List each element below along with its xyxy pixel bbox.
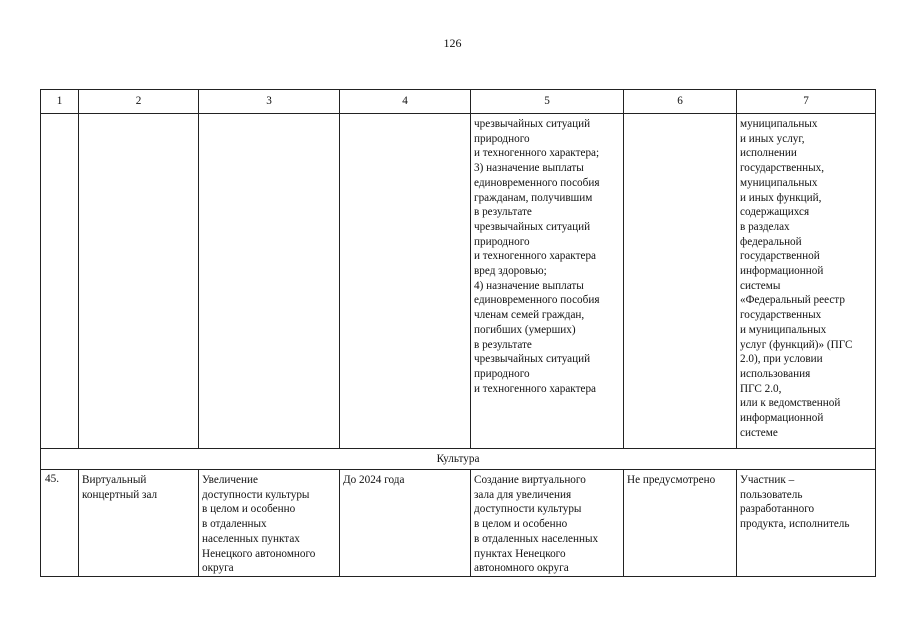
table-cell	[624, 114, 737, 449]
section-row	[41, 449, 876, 470]
column-header: 5	[471, 90, 624, 114]
measures-table	[40, 89, 876, 577]
measure-description: Создание виртуального зала для увеличения доступности культуры в целом и особенно в отдаленных населенных пунктах Ненецкого автономного округа	[474, 474, 599, 575]
table-cell	[340, 114, 471, 449]
measure-name: Виртуальный концертный зал	[82, 474, 158, 501]
table-cell	[79, 470, 199, 577]
table-cell	[199, 114, 340, 449]
table-cell	[471, 470, 624, 577]
table-cell	[41, 114, 79, 449]
measure-goal: Увеличение доступности культуры в целом и особенно в отдаленных населенных пунктах Ненецкого автономного округа	[202, 474, 316, 575]
measure-participant: Участник – пользователь разработанного продукта, исполнитель	[740, 474, 850, 531]
row-number: 45.	[41, 470, 79, 577]
table-row-continuation	[41, 114, 876, 449]
column-header: 6	[624, 90, 737, 114]
column-header: 3	[199, 90, 340, 114]
column-header: 2	[79, 90, 199, 114]
table-cell	[737, 470, 876, 577]
column-header: 7	[737, 90, 876, 114]
table-cell	[471, 114, 624, 449]
page-number: 126	[443, 36, 462, 50]
measure-deadline: До 2024 года	[343, 474, 405, 486]
cell-text-col7: муниципальных и иных услуг, исполнении государственных, муниципальных и иных функций, содержащихся в разделах федеральной государственной информационной системы «Федеральный реестр государственных и муниципальных услуг (функций)» (ПГС 2.0), при условии использования ПГС 2.0, или к ведомственной информационной системе	[740, 118, 853, 439]
table-cell	[199, 470, 340, 577]
column-header: 1	[41, 90, 79, 114]
section-title: Культура	[41, 449, 876, 470]
table-cell	[624, 470, 737, 577]
table-row	[41, 470, 876, 577]
table-cell	[79, 114, 199, 449]
table-header-row	[41, 90, 876, 114]
table-cell	[340, 470, 471, 577]
measure-col6: Не предусмотрено	[627, 474, 716, 486]
table-cell	[737, 114, 876, 449]
cell-text-col5: чрезвычайных ситуаций природного и техногенного характера; 3) назначение выплаты единовременного пособия гражданам, получившим в результате чрезвычайных ситуаций природного и техногенного характера вред здоровью; 4) назначение выплаты единовременного пособия членам семей граждан, погибших (умерших) в результате чрезвычайных ситуаций природного и техногенного характера	[474, 118, 600, 395]
column-header: 4	[340, 90, 471, 114]
